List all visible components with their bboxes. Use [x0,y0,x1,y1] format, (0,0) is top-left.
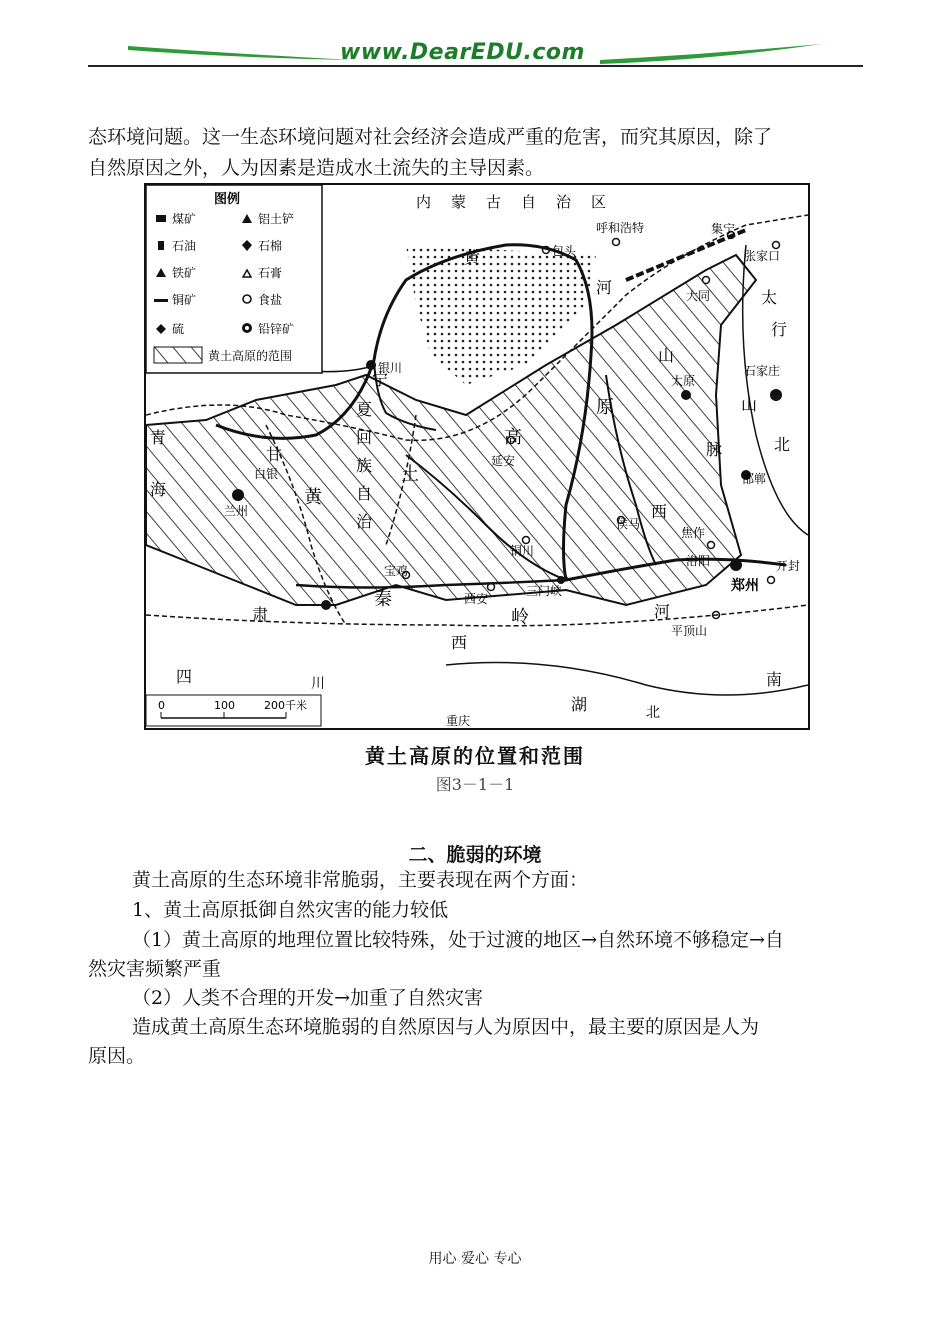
map-svg [146,185,808,728]
map-label-zu: 族 [356,456,373,475]
section-para-2: 1、黄土高原抵御自然灾害的能力较低 [132,899,449,921]
map-label-xia: 夏 [356,400,373,419]
scale-100: 100 [214,699,235,712]
map-label-tu: 土 [401,464,419,485]
legend-salt: 食盐 [258,293,283,307]
map-label-gan: 甘 [266,445,283,464]
figure-number: 图3－1－1 [435,775,515,794]
map-label-tai: 太 [761,288,778,307]
map-label-yuan: 原 [596,397,614,418]
scale-200: 200千米 [264,699,307,712]
legend-bauxite: 铝土铲 [258,212,295,226]
map-label-gao: 高 [504,427,522,448]
map-label-shan2: 山 [741,395,758,414]
intro-line-1: 态环境问题。这一生态环境问题对社会经济会造成严重的危害，而究其原因，除了 [88,126,773,148]
legend-plateau-extent: 黄土高原的范围 [208,349,293,363]
map-label-nan: 南 [766,670,783,689]
map-label-huang-n: 黄 [464,248,481,267]
legend-iron: 铁矿 [172,266,197,280]
section-para-3a: （1）黄土高原的地理位置比较特殊，处于过渡的地区→自然环境不够稳定→自 [132,929,784,951]
map-label-jining: 集宁 [711,222,736,236]
map-label-shanxi-s: 山 [658,346,675,365]
map-label-xian: 西安 [464,592,489,606]
map-label-handan: 邯郸 [742,472,767,486]
intro-line-2: 自然原因之外，人为因素是造成水土流失的主导因素。 [88,157,545,179]
map-label-su: 肃 [252,605,269,624]
section-para-1: 黄土高原的生态环境非常脆弱，主要表现在两个方面： [132,869,589,891]
map-label-jiaozuo: 焦作 [681,526,706,540]
map-title-inner-mongolia: 内蒙古自治区 [416,193,627,211]
map-label-chongqing: 重庆 [446,714,471,728]
map-label-sanmenxia: 三门峡 [526,584,563,598]
section-para-5a: 造成黄土高原生态环境脆弱的自然原因与人为原因中，最主要的原因是人为 [132,1016,760,1038]
legend-title: 图例 [214,192,241,207]
map-label-si: 四 [176,667,193,686]
map-label-ling: 岭 [511,607,529,628]
legend-lead-zinc: 铅锌矿 [258,322,295,336]
map-label-huang-w: 黄 [304,487,322,508]
map-label-xi-s: 西 [451,633,468,652]
map-label-hu: 湖 [571,695,588,714]
map-label-baiyin: 白银 [254,467,279,481]
map-label-luoyang: 洛阳 [686,554,711,568]
map-label-mai: 脉 [706,440,723,459]
section-para-4: （2）人类不合理的开发→加重了自然灾害 [132,987,484,1009]
section-para-5b: 原因。 [88,1045,146,1067]
legend-sulfur: 硫 [172,322,185,336]
legend-asbestos: 石棉 [258,239,283,253]
section-title: 二、脆弱的环境 [408,844,542,866]
map-label-chuan: 川 [311,676,325,692]
map-label-yinchuan: 银川 [378,361,403,375]
site-logo[interactable]: www.DearEDU.com [340,40,585,65]
map-label-tongchuan: 铜川 [510,544,535,558]
map-label-baoji: 宝鸡 [384,564,409,578]
map-label-he-n: 河 [596,278,613,297]
map-label-taiyuan: 太原 [671,374,696,388]
map-label-hai: 海 [150,480,167,499]
map-label-zi: 自 [356,484,373,503]
map-label-qin: 秦 [374,589,392,610]
figure-title: 黄土高原的位置和范围 [365,744,585,768]
legend-gypsum: 石膏 [258,266,283,280]
map-label-lanzhou: 兰州 [224,504,249,518]
legend-coal: 煤矿 [172,212,197,226]
map-label-pingdingshan: 平顶山 [671,624,708,638]
legend-copper: 铜矿 [172,293,197,307]
map-label-shijiazhuang: 石家庄 [744,364,781,378]
map-label-zhengzhou: 郑州 [731,578,759,594]
map-label-baotou: 包头 [552,244,577,258]
map-label-zhangjiakou: 张家口 [744,249,781,263]
map-label-houma: 侯马 [616,517,641,531]
map-label-qing: 青 [150,428,167,447]
map-label-hui: 回 [356,428,373,447]
map-label-bei: 北 [774,435,791,454]
page-footer: 用心 爱心 专心 [428,1251,522,1267]
header-rule [88,65,863,67]
legend-oil: 石油 [172,239,197,253]
map-label-ning: 宁 [372,370,389,389]
loess-plateau-map [144,183,810,730]
section-para-3b: 然灾害频繁严重 [88,958,222,980]
map-label-he-s: 河 [654,602,671,621]
scale-0: 0 [158,699,165,712]
map-label-datong: 大同 [686,289,711,303]
map-label-yanan: 延安 [491,454,516,468]
map-label-huhehaote: 呼和浩特 [596,221,645,235]
map-label-xi-e: 西 [651,502,668,521]
map-label-bei2: 北 [646,705,660,721]
map-label-kaifeng: 开封 [776,559,801,573]
map-label-hang: 行 [771,320,788,339]
map-label-zhi: 治 [356,512,373,531]
